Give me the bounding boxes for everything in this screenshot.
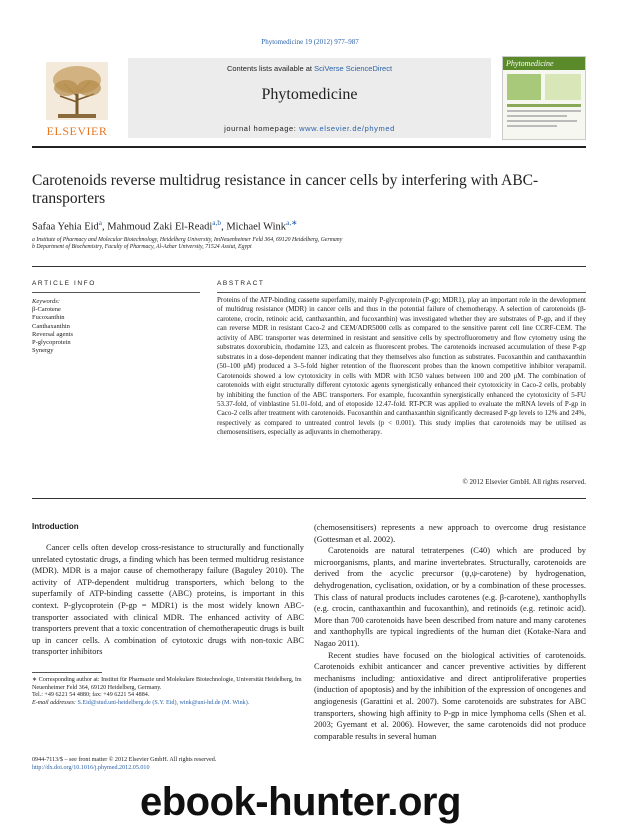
footnote-email-label: E-mail addresses: [32, 699, 76, 706]
footnote-rule [32, 672, 102, 673]
abstract-rule [217, 292, 586, 293]
journal-cover-thumbnail[interactable] [502, 56, 586, 140]
keywords-block [32, 298, 197, 355]
keyword: Synergy [32, 347, 54, 355]
keyword: Canthaxanthin [32, 322, 70, 330]
keyword: Reversal agents [32, 330, 73, 338]
intro-paragraph: Recent studies have focused on the biological activities of carotenoids. Carotenoids exhibit anticancer and cancer preventive activities by different mechanisms including: antioxidative and direct antiproliferative properties (induction of apoptosis) and by the inhibition of the expression of oncogenes and angiogenesis (Garattini et al. 2007). Some carotenoids are substrates for ABC transporters, showing high affinity to P-gp in mice lymphoma cells (Shen et al. 2003; Gyemant et al. 2006). However, the same carotenoids did not produce comparable results in several human [314, 650, 586, 741]
header-rule [32, 146, 586, 148]
journal-title: Phytomedicine [261, 86, 358, 103]
article-info-heading: ARTICLE INFO [32, 280, 96, 287]
abstract-text: Proteins of the ATP-binding cassette superfamily, mainly P-glycoprotein (P-gp; MDR1), play an important role in the development of multidrug resistance (MDR) in cancer cells and thus in the potential failure of chemotherapy. A selection of carotenoids (β-carotene, crocin, retinoic acid, canthaxanthin, and fucoxanthin) was investigated whether they are substrates of P-gp, and if they can reverse MDR in resistant Caco-2 and CEM/ADR5000 cells as compared to the sensitive parent cell line CCRF-CEM. The activity of ABC transporter was determined in resistant and sensitive cells by spectrofluorometry and flow cytometry using the substrates doxorubicin, rhodamine 123, and calcein as fluorescent probes. The carotenoids increased accumulation of these P-gp substrates in a dose-dependent manner indicating that they themselves also function as substrates. Fucoxanthin and canthaxanthin (50–100 μM) produced a 3–5-fold higher retention of the fluorescent probes than the known competitive inhibitor verapamil. Carotenoids showed a low cytotoxicity in cells with MDR with IC50 values between 100 and 200 μM. The combination of carotenoids with eight structurally different cytotoxic agents synergistically enhanced their cytotoxicity in Caco-2 cells, probably by inhibiting the function of the ABC transporters. For example, fucoxanthin synergistically enhanced the cytotoxicity of 5-FU 53.37-fold, of vinblastine 51.01-fold, and of etoposide 12.47-fold. RT-PCR was applied to evaluate the mRNA levels of P-gp in Caco-2 cells after treatment with carotenoids. Fucoxanthin and canthaxanthin significantly decreased P-gp levels to 12% and 24%, respectively as compared to untreated control levels (p < 0.001). This study implies that carotenoids may be utilised as chemosensitisers, especially as adjuvants in chemotherapy. [217, 296, 586, 437]
introduction-heading: Introduction [32, 522, 79, 531]
author-list: Safaa Yehia Eid$^a$, Mahmoud Zaki El-Readi$^{a,b}$, Michael Wink$^{a,∗}$ [32, 218, 298, 233]
elsevier-wordmark: ELSEVIER [46, 124, 108, 138]
intro-paragraph: Cancer cells often develop cross-resistance to structurally and functionally unrelated cytostatic drugs, a finding which has been termed multidrug resistance (MDR). MDR is a major cause of chemotherapy failure (Baguley 2010). The activity of ATP-dependent multidrug transporters, which belong to the superfamily of ATP-binding cassette (ABC) proteins, is important in this context. P-glycoprotein (P-gp = MDR1) is the most widely known ABC-transporter associated with clinical MDR. The enhanced activity of ABC transporters prevent that a toxic concentration of chemotherapeutic drugs is built up in cancer cells. A combination of cytotoxic drugs with non-toxic ABC transporter inhibitors [32, 543, 304, 657]
affiliation-a: a Institute of Pharmacy and Molecular Biotechnology, Heidelberg University, ImNeuenheimer Feld 364, 69120 Heidelberg, Germany [32, 237, 343, 243]
article-title: Carotenoids reverse multidrug resistance in cancer cells by interfering with ABC-transporters [32, 172, 539, 207]
author-name: Michael Wink [226, 221, 287, 233]
author-name: Mahmoud Zaki El-Readi [107, 221, 213, 233]
footnote-tel: Tel.: +49 6221 54 4880; fax: +49 6221 54 4884. [32, 692, 150, 699]
cover-title: Phytomedicine [503, 57, 585, 70]
doi-link[interactable]: http://dx.doi.org/10.1016/j.phymed.2012.05.010 [32, 764, 150, 771]
abstract-heading: ABSTRACT [217, 280, 265, 287]
affiliation-b: b Department of Biochemistry, Faculty of Pharmacy, Al-Azhar University, 71524 Assiut, Egypt [32, 244, 252, 250]
keyword: β-Carotene [32, 306, 61, 314]
footnote-email-links[interactable]: S.Eid@stud.uni-heidelberg.de (S.Y. Eid), wink@uni-hd.de (M. Wink). [77, 699, 250, 706]
introduction-right-column [314, 522, 586, 742]
corresponding-author-footnote [32, 677, 304, 707]
elsevier-logo [32, 56, 122, 140]
author-affiliation-mark[interactable]: a,∗ [286, 218, 298, 227]
article-info-rule [32, 292, 200, 293]
sciencedirect-link[interactable]: SciVerse ScienceDirect [314, 64, 393, 73]
watermark: ebook-hunter.org [140, 780, 461, 824]
cover-art-icon [503, 70, 585, 136]
keywords-label: Keywords: [32, 298, 60, 305]
contents-line [128, 64, 491, 73]
introduction-left-column [32, 542, 304, 658]
author-affiliation-mark[interactable]: a,b [212, 218, 222, 227]
author-affiliation-mark[interactable]: a [98, 218, 103, 227]
section-rule [32, 266, 586, 267]
homepage-prefix: journal homepage: [224, 124, 300, 133]
intro-paragraph: (chemosensitisers) represents a new approach to overcome drug resistance (Gottesman et al. 2002). [314, 523, 586, 544]
keyword: Fucoxanthin [32, 314, 65, 322]
homepage-line [128, 124, 491, 133]
journal-reference[interactable]: Phytomedicine 19 (2012) 977–987 [261, 38, 359, 46]
footnote-corresponding: ∗ Corresponding author at: Institut für Pharmazie und Molekulare Biotechnologie, Universität Heidelberg, Im Neuenheimer Feld 364, 69120 Heidelberg, Germany. [32, 677, 302, 691]
abstract-bottom-rule [32, 498, 586, 499]
homepage-link[interactable]: www.elsevier.de/phymed [299, 124, 395, 133]
author-name: Safaa Yehia Eid [32, 221, 99, 233]
intro-paragraph: Carotenoids are natural tetraterpenes (C40) which are produced by microorganisms, plants, and marine invertebrates. Structurally, carotenoids are derived from the acyclic precursor (ψ,ψ-carotene) by hydrogenation, dehydrogenation, cyclisation, oxidation, or by a combination of these processes. This class of natural products includes carotenes (e.g. β-carotene), xanthophylls (e.g. crocin, canthaxanthin and fucoxanthin), and retinoids (e.g. retinoic acid). More than 700 carotenoids have been described from nature and many carotenes and xanthophylls are typical ingredients of the human diet (Kotake-Nara and Nagao 2011). [314, 546, 586, 648]
contents-prefix: Contents lists available at [226, 64, 315, 73]
issn-line: 0944-7113/$ – see front matter © 2012 Elsevier GmbH. All rights reserved. [32, 757, 217, 763]
copyright-notice: © 2012 Elsevier GmbH. All rights reserved. [462, 478, 586, 486]
bottom-publication-info [32, 757, 332, 772]
keyword: P-glycoprotein [32, 339, 71, 347]
